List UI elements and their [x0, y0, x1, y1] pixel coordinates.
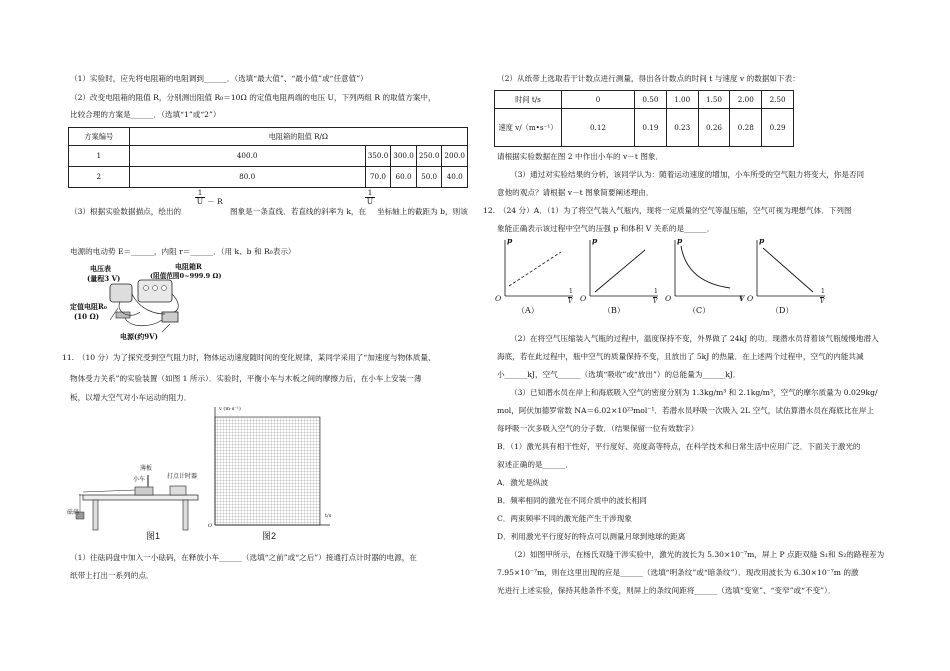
power-source-label: 电源(约9V) [120, 332, 158, 341]
time-velocity-table [494, 90, 794, 147]
graph-d-label: （D） [771, 306, 794, 315]
resistance-scheme-table [68, 127, 468, 188]
q10-part1: （1）实验时，应先将电阻箱的电阻调到______．（选填“最大值”、“最小值”或“任意值”） [70, 74, 368, 83]
qB-part2-line3: 光进行上述实验，保持其他条件不变，则屏上的条纹间距将______（选填“变宽”、“变窄”或“不变”）． [497, 586, 836, 595]
fraction-numerator: 1 [367, 188, 373, 197]
grid-x-label: t/s [325, 513, 332, 519]
q11-intro-line2: 物体受力关系”的实验装置（如图 1 所示）．实验时，平衡小车与木板之间的摩擦力后，在小车上安装一薄 [70, 374, 422, 383]
fraction-numerator: 1 [197, 188, 203, 197]
qB-part2-line1: （2）如图甲所示，在杨氏双缝干涉实验中，激光的波长为 5.30×10⁻⁷m，屏上 P 点距双缝 S₁和 S₂的路程差为 [510, 550, 885, 559]
thin-plate [147, 475, 149, 487]
q12-part3-line2: mol，阿伏加德罗常数 NA＝6.02×10²³mol⁻¹．若潜水员呼吸一次吸入 2L 空气，试估算潜水员在海底比在岸上 [497, 406, 875, 415]
q12-part3-line3: 每呼吸一次多吸入空气的分子数．（结果保留一位有效数字） [497, 424, 699, 433]
fraction-1-over-U [195, 189, 205, 207]
grid-drawing [205, 405, 335, 533]
graph-a-x1: 1 [569, 288, 573, 295]
graph-a-xv: V [568, 298, 573, 305]
qB-part2-line2: 7.95×10⁻⁷m，则在这里出现的应是______（选填“明条纹”或“暗条纹”）．现改用波长为 6.30×10⁻⁷m 的激 [497, 568, 859, 577]
board [83, 495, 198, 500]
voltmeter-body [110, 284, 132, 302]
resistance-box-range-label: (阻值范围0~999.9 Ω) [150, 272, 222, 280]
table-head-time: 时间 t/s [495, 91, 562, 109]
graph-d [757, 240, 825, 296]
pv-graphs [495, 236, 835, 318]
graph-d-x1: 1 [821, 288, 825, 295]
q11-intro-line3: 板，以增大空气对小车运动的阻力． [70, 393, 192, 402]
fraction-denominator: U [366, 197, 374, 207]
graph-b-p: p [592, 236, 598, 245]
q11-part2-b: 请根据实验数据在图 2 中作出小车的 v－t 图象． [497, 152, 664, 161]
q11-part1-line2: 纸带上打出一系列的点． [70, 571, 154, 580]
table-cell: 60.0 [391, 167, 417, 188]
figure-1-apparatus [67, 465, 200, 545]
graph-a-o: O [495, 294, 502, 303]
table-head-resistance: 电阻箱的阻值 R/Ω [129, 128, 467, 146]
table-head-scheme: 方案编号 [69, 128, 130, 146]
q12-part2-line1: （2）在将空气压缩装入气瓶的过程中，温度保持不变，外界做了 24kJ 的功．现潜水员背着该气瓶缓慢地潜入 [510, 334, 879, 343]
q10-part3-d: 电源的电动势 E＝______，内阻 r＝______．（用 k、b 和 R₀表示） [70, 247, 296, 256]
table-cell: 2.00 [730, 91, 762, 109]
table-cell: 70.0 [365, 167, 391, 188]
timer [170, 486, 186, 495]
option-c: C．两束频率不同的激光能产生干涉现象 [497, 514, 632, 523]
table-cell: 50.0 [416, 167, 442, 188]
table-cell: 0.29 [762, 109, 794, 147]
table-cell: 0.28 [730, 109, 762, 147]
qB-intro-line2: 叙述正确的是______． [497, 460, 573, 469]
table-cell: 350.0 [365, 146, 391, 167]
table-cell: 0.50 [635, 91, 667, 109]
table-head-velocity: 速度 v/（m•s⁻¹） [495, 109, 562, 147]
table-cell: 400.0 [129, 146, 365, 167]
q11-part3-line2: 意他的观点？请根据 v－t 图象简要阐述理由． [497, 188, 654, 197]
fraction-1-over-U-2 [365, 189, 375, 207]
fraction-tail: － R [207, 197, 223, 206]
table-cell: 0 [562, 91, 635, 109]
resistance-box-body [138, 280, 172, 302]
battery-body [162, 312, 178, 322]
q12-intro-line1: 12. （24 分）A．（1）为了将空气装入气瓶内，现将一定质量的空气等温压缩，空气可视为理想气体．下列图 [483, 206, 852, 215]
table-cell: 1.00 [666, 91, 698, 109]
q11-part1-line1: （1）往砝码盘中加入一小砝码，在释放小车______（选填“之前”或“之后”）接通打点计时器的电源，在 [70, 553, 417, 562]
fixed-resistor-value-label: (10 Ω) [74, 312, 100, 321]
option-a: A．激光是纵波 [497, 478, 549, 487]
option-d: D．利用激光平行度好的特点可以测量月球到地球的距离 [497, 532, 686, 541]
graph-a [505, 240, 573, 296]
fraction-denominator: U [196, 197, 204, 207]
resistance-box-label: 电阻箱R [175, 262, 202, 271]
graph-a-p: p [507, 236, 513, 245]
q12-part2-line2: 海底，若在此过程中，瓶中空气的质量保持不变，且放出了 5kJ 的热量．在上述两个过程中，空气的内能共减 [497, 352, 864, 361]
grid-origin-label: O [208, 523, 213, 529]
q11-part2: （2）从纸带上选取若干计数点进行测量，得出各计数点的时间 t 与速度 v 的数据如下表： [497, 74, 800, 83]
table-cell: 250.0 [416, 146, 442, 167]
table-cell: 1.50 [698, 91, 730, 109]
q11-intro-line1: 11. （10 分）为了探究受到空气阻力时，物体运动速度随时间的变化规律，某同学采用了“加速度与物体质量、 [62, 353, 436, 362]
table-cell: 2 [69, 167, 130, 188]
weight-label: 砝码 [67, 509, 80, 516]
grid-area [215, 417, 320, 525]
table-cell: 2.50 [762, 91, 794, 109]
timer-label: 打点计时器 [167, 473, 198, 480]
graph-b [590, 240, 658, 296]
grid-y-label: v (m·s⁻¹) [219, 406, 241, 412]
option-b: B．频率相同的激光在不同介质中的波长相同 [497, 496, 647, 505]
graph-c-p: p [677, 236, 683, 245]
q12-intro-line2: 象能正确表示该过程中空气的压强 p 和体积 V 关系的是______． [497, 224, 715, 233]
table-cell: 0.19 [635, 109, 667, 147]
graph-b-o: O [580, 294, 587, 303]
table-cell: 0.23 [666, 109, 698, 147]
figure-2-grid [205, 405, 335, 533]
fixed-resistor-label: 定值电阻R₀ [70, 302, 107, 311]
thin-plate-label: 薄板 [140, 465, 153, 472]
graph-d-p: p [759, 236, 765, 245]
voltmeter-label: 电压表 [90, 264, 111, 273]
table-cell: 1 [69, 146, 130, 167]
q10-part2-line2: 比较合理的方案是______．（选填“1”或“2”） [70, 110, 221, 119]
graph-b-label: （B） [603, 306, 625, 315]
table-cell: 0.26 [698, 109, 730, 147]
graph-c [675, 240, 743, 296]
table-cell: 80.0 [129, 167, 365, 188]
graph-a-label: （A） [517, 306, 539, 315]
qB-intro-line1: B．（1）激光具有相干性好，平行度好、亮度高等特点，在科学技术和日常生活中应用广泛．下面关于激光的 [497, 442, 861, 451]
graph-b-xv: V [653, 298, 658, 305]
table-cell: 40.0 [442, 167, 468, 188]
cart [135, 487, 153, 495]
graph-b-x1: 1 [654, 288, 658, 295]
voltmeter-range-label: (量程3 V) [87, 274, 121, 283]
table-cell: 0.12 [562, 109, 635, 147]
graph-c-xv: V [739, 294, 745, 303]
q10-part3-c: 坐标轴上的截距为 b，则该 [377, 207, 468, 216]
q12-part2-line3: 小______kJ，空气______（选填“吸收”或“放出”）的总能量为______kJ． [497, 370, 741, 379]
q12-part3-line1: （3）已知潜水员在岸上和海底吸入空气的密度分别为 1.3kg/m³ 和 2.1kg/m³，空气的摩尔质量为 0.029kg/ [510, 388, 878, 397]
q10-part3-b: 图象是一条直线．若直线的斜率为 k，在 [230, 207, 367, 216]
circuit-figure [70, 262, 240, 344]
q10-part2-line1: （2）改变电阻箱的阻值 R，分别测出阻值 R₀＝10Ω 的定值电阻两端的电压 U，下列两组 R 的取值方案中， [70, 93, 436, 102]
graph-d-xv: V [820, 298, 825, 305]
graph-c-label: （C） [688, 306, 711, 315]
graph-d-o: O [747, 294, 754, 303]
q11-part3-line1: （3）通过对实验结果的分析，该同学认为：随着运动速度的增加，小车所受的空气阻力将变大，你是否同 [510, 170, 865, 179]
cart-label: 小车 [133, 476, 146, 483]
figure-2-caption: 图2 [262, 531, 277, 541]
table-cell: 300.0 [391, 146, 417, 167]
q10-part3-a: （3）根据实验数据描点，绘出的 [70, 207, 182, 216]
figure-1-caption: 图1 [146, 531, 161, 541]
table-cell: 200.0 [442, 146, 468, 167]
graph-c-o: O [665, 294, 672, 303]
